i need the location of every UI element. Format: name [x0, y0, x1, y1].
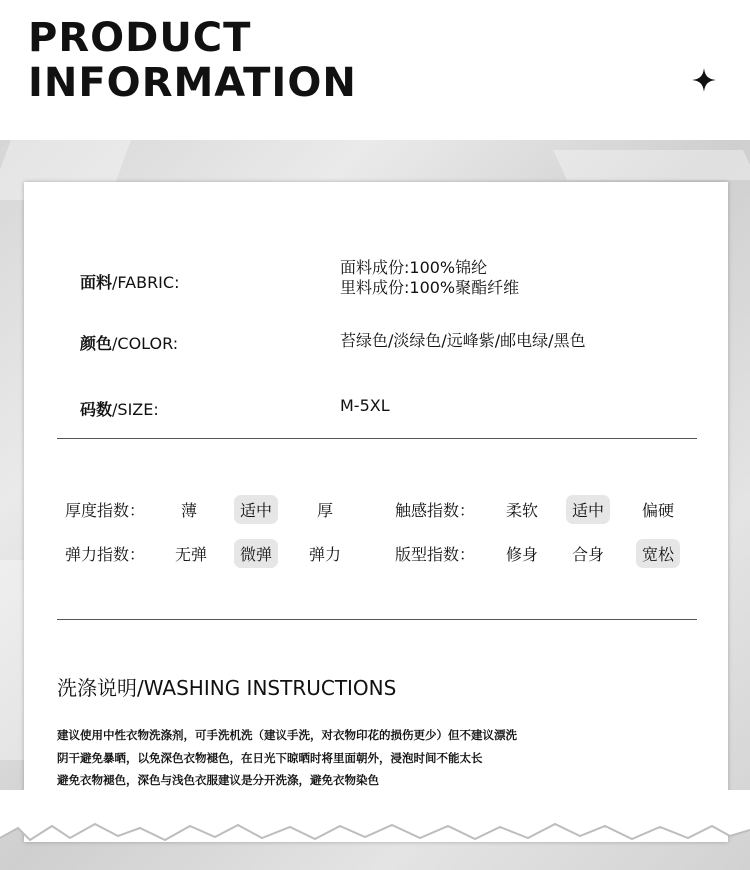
fabric-label-zh: 面料: [80, 273, 113, 292]
size-label-zh: 码数: [80, 400, 113, 419]
fabric-shell: 面料成份:100%锦纶: [340, 258, 488, 277]
fabric-label-en: /FABRIC:: [112, 273, 180, 292]
size-label: [80, 397, 159, 420]
fit-label: 版型指数：: [395, 545, 476, 564]
thickness-option-thick: 厚: [316, 501, 334, 520]
torn-paper-edge: [0, 790, 750, 870]
thickness-label: 厚度指数：: [65, 501, 146, 520]
page-title: [28, 16, 357, 106]
fit-option-slim: 修身: [505, 545, 539, 564]
fabric-value: [340, 258, 519, 298]
header: [0, 0, 750, 140]
color-label: [80, 331, 178, 354]
elasticity-option-none: 无弹: [174, 545, 208, 564]
washing-line: 阴干避免暴晒，以免深色衣物褪色，在日光下晾晒时将里面朝外，浸泡时间不能太长: [57, 751, 483, 765]
feel-label: 触感指数：: [395, 501, 476, 520]
color-value: 苔绿色/淡绿色/远峰紫/邮电绿/黑色: [340, 331, 586, 350]
title-line-1: PRODUCT: [28, 15, 252, 61]
elasticity-label: 弹力指数：: [65, 545, 146, 564]
washing-line: 避免衣物褪色，深色与浅色衣服建议是分开洗涤，避免衣物染色: [57, 773, 379, 787]
fabric-lining: 里料成份:100%聚酯纤维: [340, 278, 520, 297]
feel-option-medium: 适中: [566, 495, 610, 524]
title-line-2: INFORMATION: [28, 60, 357, 106]
divider: [57, 619, 697, 620]
feel-option-soft: 柔软: [505, 501, 539, 520]
feel-option-stiff: 偏硬: [641, 501, 675, 520]
size-value: M-5XL: [340, 396, 390, 415]
elasticity-option-slight: 微弹: [234, 539, 278, 568]
size-label-en: /SIZE:: [112, 400, 159, 419]
divider: [57, 438, 697, 439]
color-label-zh: 颜色: [80, 334, 113, 353]
thickness-option-medium: 适中: [234, 495, 278, 524]
thickness-option-thin: 薄: [180, 501, 198, 520]
elasticity-option-stretch: 弹力: [308, 545, 342, 564]
fit-option-regular: 合身: [571, 545, 605, 564]
fabric-label: [80, 270, 179, 293]
sparkle-icon: [692, 68, 716, 92]
washing-title: 洗涤说明/WASHING INSTRUCTIONS: [57, 676, 397, 700]
color-label-en: /COLOR:: [112, 334, 179, 353]
fit-option-loose: 宽松: [636, 539, 680, 568]
washing-line: 建议使用中性衣物洗涤剂，可手洗机洗（建议手洗，对衣物印花的损伤更少）但不建议漂洗: [57, 728, 517, 742]
